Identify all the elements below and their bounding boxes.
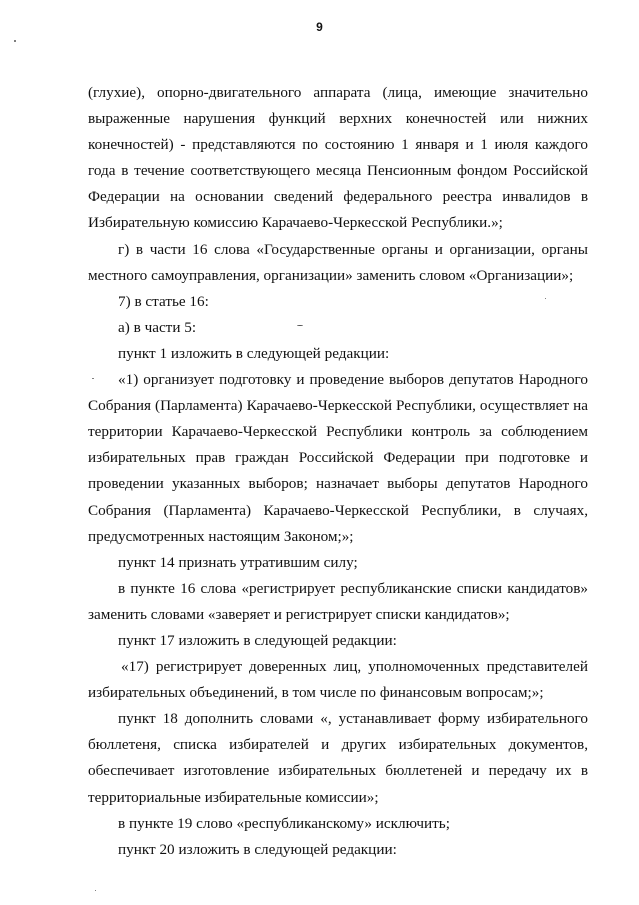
scan-speck <box>297 325 303 326</box>
scan-speck <box>545 298 546 299</box>
paragraph-quote-17: «17) регистрирует доверенных лиц, уполномоченных представителей избирательных объединений, в том числе по финансовым вопросам;»; <box>88 658 588 702</box>
paragraph-point-1: пункт 1 изложить в следующей редакции: <box>118 344 390 362</box>
paragraph-point-14: пункт 14 признать утратившим силу; <box>118 553 358 571</box>
paragraph-item-g: г) в части 16 слова «Государственные органы и организации, органы местного самоуправления, организации» заменить словом «Организации»; <box>88 240 588 284</box>
paragraph-point-20: пункт 20 изложить в следующей редакции: <box>118 840 397 858</box>
paragraph-quote-1: «1) организует подготовку и проведение выборов депутатов Народного Собрания (Парламента) Карачаево-Черкесской Республики, осуществляет на территории Карачаево-Черкесской Республики контроль за соблюдением избирательных прав граждан Российской Федерации при подготовке и проведении указанных выборов; назначает выборы депутатов Народного Собрания (Парламента) Карачаево-Черкесской Республики, в случаях, предусмотренных настоящим Законом;»; <box>88 371 588 545</box>
paragraph-point-19: в пункте 19 слово «республиканскому» исключить; <box>118 814 450 832</box>
paragraph-item-a: а) в части 5: <box>118 318 197 336</box>
paragraph-point-17: пункт 17 изложить в следующей редакции: <box>118 631 397 649</box>
paragraph-item-7: 7) в статье 16: <box>118 292 209 310</box>
scan-speck <box>92 378 94 379</box>
paragraph-point-18: пункт 18 дополнить словами «, устанавливает форму избирательного бюллетеня, списка избирателей и других избирательных документов, обеспечивает изготовление избирательных бюллетеней и передачу их в территориальные избирательные комиссии»; <box>88 710 588 806</box>
page-number: 9 <box>316 20 323 34</box>
scan-speck <box>14 40 16 42</box>
paragraph-continuation: (глухие), опорно-двигательного аппарата (лица, имеющие значительно выраженные нарушения функций верхних конечностей или нижних конечностей) - представляются по состоянию 1 января и 1 июля каждого года в течение соответствующего месяца Пенсионным фондом Российской Федерации на основании сведений федерального реестра инвалидов в Избирательную комиссию Карачаево-Черкесской Республики.»; <box>88 84 588 232</box>
document-body <box>88 80 588 863</box>
paragraph-point-16: в пункте 16 слова «регистрирует республиканские списки кандидатов» заменить словами «заверяет и регистрирует списки кандидатов»; <box>88 579 588 623</box>
scan-speck <box>95 890 96 891</box>
